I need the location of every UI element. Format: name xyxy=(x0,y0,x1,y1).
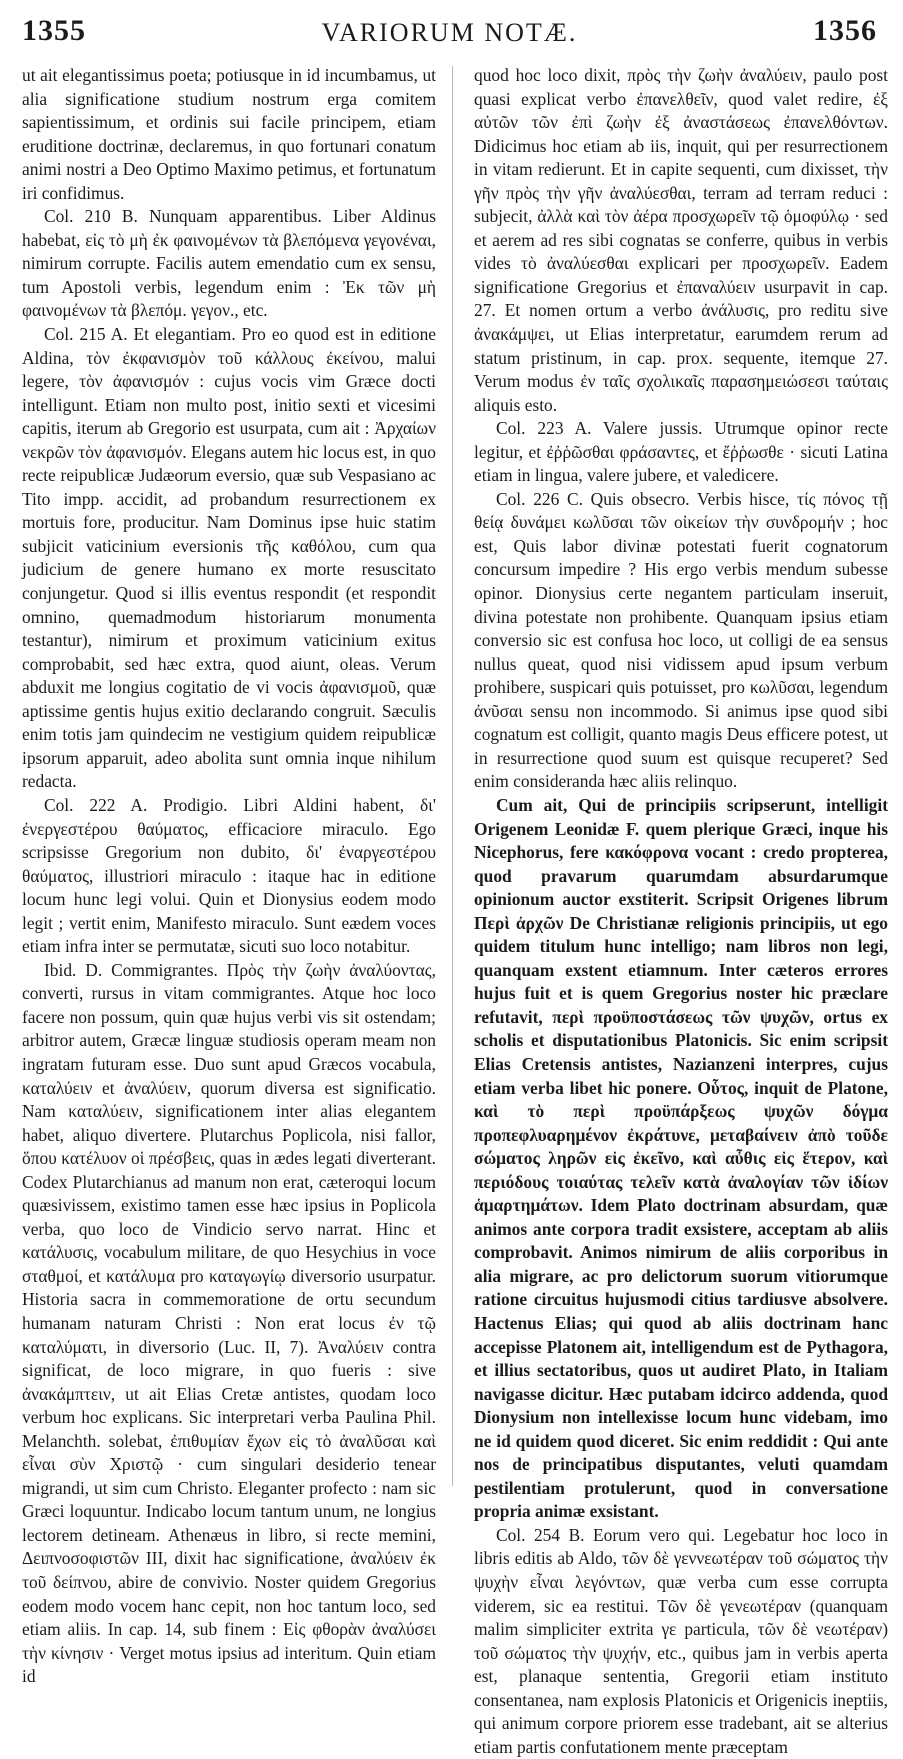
running-head: VARIORUM NOTÆ. xyxy=(321,18,578,47)
note-paragraph: ut ait elegantissimus poeta; potiusque in id incumbamus, ut alia significatione studium nostrum erga comitem sapientissimum, et ordinis sui facile principem, etiam eruditione doctrinæ, declaremus, in quo fortunari conatum animi nostri a Deo Optimo Maximo petimus, et fortunatum iri confidimus. xyxy=(22,65,436,203)
left-column xyxy=(22,64,436,1689)
note-paragraph: Col. 210 B. Nunquam apparentibus. Liber Aldinus habebat, εἰς τὸ μὴ ἐκ φαινομένων τὰ βλεπόμενα γεγονέναι, nimirum corrupte. Facilis autem emendatio cum ex sensu, tum Apostoli verbis, legendum enim : Ἐκ τῶν μὴ φαινομένων τὰ βλεπόμ. γεγον., etc. xyxy=(22,206,436,321)
column-divider xyxy=(452,66,453,1486)
page-number-left: 1355 xyxy=(22,14,86,47)
note-paragraph: Col. 215 A. Et elegantiam. Pro eo quod est in editione Aldina, τὸν ἐκφανισμὸν τοῦ κάλλους ἐκείνου, malui legere, τὸν ἀφανισμόν : cujus vocis vim Græce docti intelligunt. Etiam non multo post, initio sexti et vicesimi capitis, iterum ab Gregorio est usurpata, cum ait : Ἀρχαίων νεκρῶν τὸν ἀφανισμόν. Elegans autem hic locus est, in quo recte reipublicæ Judæorum eversio, quæ sub Vespasiano ac Tito impp. accidit, ad probandum resurrectionem ex mortuis fore, producitur. Nam Dominus ipse huic statim subjicit vaticinium eversionis τῆς καθόλου, cum qua judicium de genere humano ex morte resuscitato conjungetur. Quod si illis eventus respondit (et respondit omnino, quemadmodum historiarum monumenta testantur), nimirum et proximum vaticinium exitus comprobabit, sed hæc extra, quod aiunt, oleas. Verum abduxit me longius cogitatio de vi vocis ἀφανισμοῦ, quæ aptissime gentis hujus exitio declarando congruit. Sæculis enim totis jam quindecim ne vestigium quidem reipublicæ ipsorum apparuit, adeo abolita sunt omnia inque nihilum redacta. xyxy=(22,324,436,792)
note-paragraph: Cum ait, Qui de principiis scripserunt, intelligit Origenem Leonidæ F. quem plerique Græci, inque his Nicephorus, fere κακόφρονα vocant : credo propterea, quod pravarum quarumdam absurdarumque opinionum auctor exstiterit. Scripsit Origenes librum Περὶ ἀρχῶν De Christianæ religionis principiis, ut ego quidem titulum hunc intelligo; nam libros non legi, quanquam exstent etiamnum. Inter cæteros errores hujus fuit et is quem Gregorius noster hic præclare refutavit, περὶ προϋποστάσεως τῶν ψυχῶν, ortus ex scholis et disputationibus Platonicis. Sic enim scripsit Elias Cretensis antistes, Nazianzeni interpres, cujus etiam verba libet hic ponere. Οὗτος, inquit de Platone, καὶ τὸ περὶ προϋπάρξεως ψυχῶν δόγμα προπεφλυαρημένον ἐκράτυνε, μεταβαίνειν ἀπὸ τοῦδε σώματος ληρῶν εἰς ἐκεῖνο, καὶ αὖθις εἰς ἕτερον, καὶ περιόδους τοιαύτας τελεῖν κατὰ ἀναλογίαν τῶν ἰδίων ἁμαρτημάτων. Idem Plato doctrinam absurdam, quæ animos ante corpora tradit exsistere, acceptam ab aliis comprobavit. Animos nimirum de aliis corporibus in alia migrare, ac pro delictorum suorum vitiorumque ratione circuitus hujusmodi citius tardiusve absolvere. Hactenus Elias; qui quod ab aliis doctrinam hanc accepisse Platonem ait, intelligendum est de Pythagora, et illius sectatoribus, quos ut audiret Plato, in Italiam navigasse dicitur. Hæc putabam idcirco addenda, quod Dionysium non intellexisse locum hunc videbam, imo ne id quidem quod diceret. Sic enim reddidit : Qui ante nos de principatibus disputantes, veluti quamdam pestilentiam protulerunt, quod in conversatione propria animæ exsistant. xyxy=(474,794,888,1522)
right-column xyxy=(474,64,888,1759)
note-paragraph: quod hoc loco dixit, πρὸς τὴν ζωὴν ἀναλύειν, paulo post quasi explicat verbo ἐπανελθεῖν, quod valet redire, ἐξ αὐτῶν τῶν ἐπὶ ζωὴν ἐξ ἀναστάσεως ἐπανελθόντων. Didicimus hoc etiam ab iis, inquit, qui per resurrectionem in vitam redierunt. Et in capite sequenti, cum dixisset, τὴν γῆν πρὸς τὴν γῆν ἀναλύεσθαι, terram ad terram reduci : subjecit, ἀλλὰ καὶ τὸν ἀέρα προσχωρεῖν τῷ ὁμοφύλῳ · sed et aerem ad res sibi cognatas se conferre, quibus in verbis vides τὸ ἀναλύεσθαι explicari per προσχωρεῖν. Eadem significatione Gregorius et ἐπαναλύειν usurpavit in cap. 27. Et nomen ortum a verbo ἀνάλυσις, pro reditu sive ἀνακάμψει, ut Elias interpretatur, earumdem rerum ad statum pristinum, in cap. prox. sequente, itemque 27. Verum modus ἐν ταῖς σχολικαῖς παρασημειώσεσι ταύταις aliquis esto. xyxy=(474,65,888,415)
page-number-right: 1356 xyxy=(813,14,877,47)
page-header xyxy=(22,8,877,50)
note-paragraph: Ibid. D. Commigrantes. Πρὸς τὴν ζωὴν ἀναλύοντας, converti, rursus in vitam commigrantes. Atque hoc loco facere non possum, quin quæ hujus verbi vis sit ostendam; arbitror autem, Græcæ linguæ studiosis operam meam non ingratam futuram esse. Duo sunt apud Græcos vocabula, καταλύειν et ἀναλύειν, quorum diversa est significatio. Nam καταλύειν, significationem inter alias elegantem habet, aliquo divertere. Plutarchus Poplicola, nisi fallor, ὅπου κατέλυον οἱ πρέσβεις, quas in ædes legati diverterant. Codex Plutarchianus ad manum non erat, cæteroqui locum quæsivissem, existimo tamen esse hæc ipsius in Poplicola verba, quo loco de Vindicio servo narrat. Hinc et κατάλυσις, vocabulum militare, de quo Hesychius in voce σταθμοί, et κατάλυμα pro καταγωγίῳ diversorio usurpatur. Historia sacra in commemoratione de ortu secundum humanam naturam Christi : Non erat locus ἐν τῷ καταλύματι, in diversorio (Luc. II, 7). Ἀναλύειν contra significat, de loco migrare, in quo fueris : sive ἀνακάμπτειν, ut ait Elias Cretæ antistes, quodam loco verbum hoc explicans. Sic interpretari verba Paulina Phil. Melanchth. solebat, ἐπιθυμίαν ἔχων εἰς τὸ ἀναλῦσαι καὶ εἶναι σὺν Χριστῷ · cum singulari desiderio tenear migrandi, ut sim cum Christo. Eleganter profecto : nam sic Græci loquuntur. Indicabo locum tantum unum, ne longius lectorem detineam. Athenæus in libro, si recte memini, Δειπνοσοφιστῶν III, dixit hac significatione, ἀναλύειν ἐκ τοῦ δείπνου, abire de convivio. Noster quidem Gregorius eodem modo vocem hanc cepit, non hoc tantum loco, sed etiam aliis. In cap. 14, sub finem : Εἰς φθορὰν ἀναλύσει τὴν κίνησιν · Verget motus ipsius ad interitum. Quin etiam id xyxy=(22,959,436,1687)
note-paragraph: Col. 226 C. Quis obsecro. Verbis hisce, τίς πόνος τῇ θείᾳ δυνάμει κωλῦσαι τῶν οἰκείων τὴν συνδρομήν ; hoc est, Quis labor divinæ potestati fuerit cognatorum concursum impedire ? His ergo verbis mendum subesse opinor. Dionysius certe negantem particulam inseruit, divina potestate non prohibente. Quanquam ipsius etiam conversio sic est confusa hoc loco, ut colligi de ea sensus nullus queat, quod nisi vidissem apud ipsum verbum prohibere, suspicari quis potuisset, pro κωλῦσαι, legendum ἀνῦσαι sensu non incommodo. Si animus ipse quod sibi cognatum est colligit, quanto magis Deus efficere potest, ut in resurrectione quod suum est quisque recuperet? Sed enim consideranda hæc aliis relinquo. xyxy=(474,488,888,792)
note-paragraph: Col. 222 A. Prodigio. Libri Aldini habent, δι' ἐνεργεστέρου θαύματος, efficaciore miraculo. Ego scripsisse Gregorium non dubito, δι' ἐναργεστέρου θαύματος, illustriori miraculo : itaque hac in editione locum hunc legi volui. Quin et Dionysius eodem modo legit ; vertit enim, Manifesto miraculo. Sunt eædem voces etiam infra inter se permutatæ, sicuti suo loco notabitur. xyxy=(22,794,436,957)
note-paragraph: Col. 254 B. Eorum vero qui. Legebatur hoc loco in libris editis ab Aldo, τῶν δὲ γεννεωτέραν τοῦ σώματος τὴν ψυχὴν εἶναι λεγόντων, quæ verba cum esse corrupta viderem, sic ea restitui. Τῶν δὲ γενεωτέραν (quanquam malim simpliciter extrita γε particula, τῶν δὲ νεωτέραν) τοῦ σώματος τὴν ψυχήν, etc., quibus jam in verbis aperta est, planaque sententia, Gregorii etiam instituto consentanea, nam explosis Platonicis et Origenicis ineptiis, qui animum corpore priorem esse tradebant, ait se alterius etiam partis confutationem mente præceptam xyxy=(474,1524,888,1757)
note-paragraph: Col. 223 A. Valere jussis. Utrumque opinor recte legitur, et ἐῤῥῶσθαι φράσαντες, et ἔῤῥωσθε · sicuti Latina etiam in lingua, valere jubere, et valedicere. xyxy=(474,418,888,486)
